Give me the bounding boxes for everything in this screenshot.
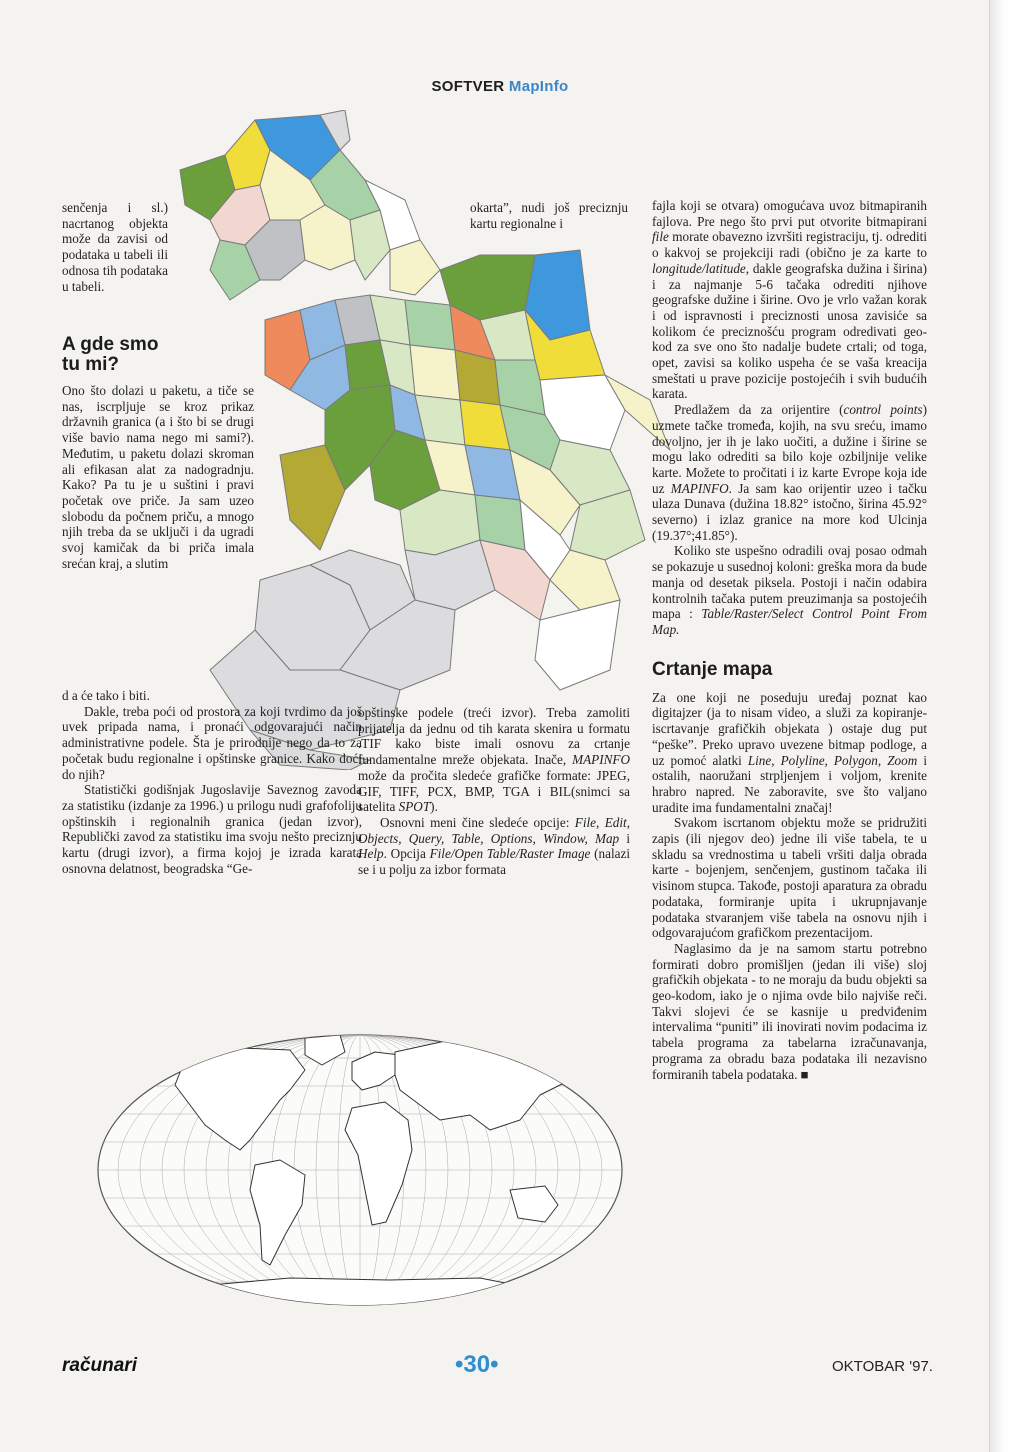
column-2-text: ). [430,799,438,815]
menu-path: Table/Raster/Select Control Point From Map. [652,606,928,637]
menu-options: File, Edit, Objects, Query, Table, Options, Window, Map [358,814,631,846]
term-file: file [652,229,669,245]
column-1-intro: senčenja i sl.) nacrtanog objekta može da zavisi od podataka u tabeli ili odnosa tih podataka u tabeli. [62,200,168,294]
issue-date: OKTOBAR '97. [832,1358,933,1375]
map-region [390,240,440,295]
map-region [405,300,455,350]
column-1 [62,200,168,294]
map-region [535,600,620,690]
term-control-points: control points [843,402,923,418]
column-2-text: . Opcija [383,846,426,862]
column-3-paragraph: Svakom iscrtanom objektu može se pridružiti zapis (ili njegov deo) jedne ili više tabela, te u skladu sa vrednostima u tabeli vršiti dalja obrada karte - bojenjem, senčenjem, gustinom tačaka ili visinom stupca. Takođe, postoji aparatura za obradu podataka, formiranje upita i ukrupnjavanje podataka stvaranjem više tabela na osnovu njih i odgovarajućom grafičkom prezentacijom. [652,815,927,941]
column-1-paragraph: Dakle, treba poći od prostora za koji tvrdimo da još uvek pripada nama, i pronaći odgovarajući način administrativne podele. Šta je prirodnije nego da to za početak budu regionalne i opštinske granice. Kako doći do njih? [62,703,362,782]
column-3-text: Za one koji ne poseduju uređaj poznat kao digitajzer (ja to nisam video, a služi za kopiranje-iscrtavanje grafičkih objekata ) ostaje dug put “peške”. Preko upravo uvezene bitmap podloge, a uz pomoć alatki [652,689,927,768]
header-topic: MapInfo [508,78,569,95]
column-2-top [470,200,628,231]
satellite-name: SPOT [398,799,431,815]
column-2-body [358,705,630,878]
product-name: MAPINFO [670,480,729,496]
map-region [410,345,460,400]
column-3-text: . Ja sam kao orijentir uzeo i tačku ulaza Dunava (dužina 18.82° istočno, širina 45.92° severno) i izlaz granice na more kod Ulcinja (19.37°;41.85°). [652,480,927,543]
column-1-paragraph: Ono što dolazi u paketu, a tiče se nas, iscrpljuje se kroz prikaz državnih granica (a i što bi se drugi više bavio nama nego mi sami?). Međutim, u paketu dolazi skroman ali efikasan alat za nadogradnju. Kako? Pa tu je u suštini i pravi početak ove priče. Ja sam uzeo slobodu da počnem priču, a mnogo njih treba da se uključi i da ugradi svoj kamičak da bi priča imala srećan kraj, a slutim [62,383,254,571]
magazine-name: računari [62,1355,137,1376]
column-2-text: može da pročita sledeće grafičke formate: JPEG, GIF, TIFF, PCX, BMP, TGA i BIL(snimci sa satelita [358,767,630,815]
column-3-text: morate obavezno izvršiti registraciju, tj. odrediti o kakvoj se projekciji radi (obično je za karte to [652,229,928,261]
column-2-paragraph: okarta”, nudi još preciznju kartu regionalne i [470,200,628,231]
column-3-text: fajla koji se otvara) omogućava uvoz bitmapiranih fajlova. Pre nego što prvi put otvorite bitmapirani [652,198,927,229]
running-header [0,78,1000,95]
term-longitude-latitude: longitude/latitude [652,260,746,276]
column-3 [652,198,927,1082]
column-2-text: (nalazi se i u polju za izbor formata [358,846,631,878]
column-1-body [62,383,254,571]
column-1-lower [62,688,362,876]
section-heading-where: A gde smo tu mi? [62,334,159,375]
column-2-text: Osnovni meni čine sledeće opcije: [380,814,570,830]
section-heading-drawing: Crtanje mapa [652,658,773,680]
column-3-text: Koliko ste uspešno odradili ovaj posao odmah se pokazuje u susednoj koloni: greška mora da bude manja od desetak piksela. Postoji i način odabira kontrolnih tačaka putem preuzimanja sa postojećih mapa : [652,543,927,622]
tool-names: Line, Polyline, Polygon, Zoom [747,752,918,768]
world-map [90,990,630,1350]
column-2-text: opštinske podele (treći izvor). Treba zamoliti prijatelja da jednu od tih karata skenira u formatu .TIF kako biste imali osnovu za crtanje fundamentalne mreže objekata. Inače, [358,705,630,768]
column-3-text: Predlažem da za orijentire ( [674,402,844,418]
column-3-text: , dakle geografska dužina i širina) i za najmanje 5-6 tačaka odrediti njihove geografske dužine i širine. Ovo je vrlo važan korak i od ispravnosti i preciznosti unosa zavisiće sa kolikom će preciznošću program odredivati geo-kod za sve ono što nadalje budete crtali; od toga, opet, zavisi sa koliko uspeha će se vaša kreacija smeštati u prave pozicije postojećih i svih budućih karata. [652,260,927,402]
column-3-text: Naglasimo da je na samom startu potrebno formirati dobro promišljen (jedan ili više) sloj grafičkih objekata - to ne moraju da budu objekti sa geo-kodom, iako je o njima ovde bilo najviše reči. Takvi slojevi će se kasnije u predviđenim intervalima “puniti” ili inovirati novim podacima iz tabela programa za tabelarna izračunavanja, programa za obradu baza podataka ili nezavisno formiranih tabela podataka. [652,940,927,1082]
end-mark-icon: ■ [800,1066,809,1082]
page-edge [989,0,1024,1452]
column-2-text: i [626,830,631,846]
menu-help: Help [358,846,384,862]
column-1-paragraph-end: d a će tako i biti. [62,688,150,703]
continent-antarctica [210,1278,530,1308]
product-name: MAPINFO [572,752,630,768]
column-3-text: ) uzmete tačke tromeđa, kojih, na svu sreću, imamo dovoljno, jer ih je lako uočiti, a dužine i širine se mogu lako odrediti sa bilo koje ozbiljnije velike karte. Možete to pročitati i iz karte Evrope koja ide uz [652,402,927,496]
column-1-paragraph: Statistički godišnjak Jugoslavije Saveznog zavoda za statistiku (izdanje za 1996.) u prilogu nudi grafofoliju opštinskih i regionalnih granica (jedan izvor), Republički zavod za statistiku ima svoju nešto preciznju kartu (drugi izvor), a firma kojoj je izrada karata osnovna delatnost, beogradska “Ge- [62,782,362,876]
menu-path: File/Open Table/Raster Image [429,846,591,862]
column-3-text: i ostalih, naoružani strpljenjem i voljom, krenite hrabro napred. Ne zaboravite, sve što valjano uradite ima fundamentalni značaj! [652,752,927,815]
header-section: SOFTVER [431,78,505,95]
page-number: •30• [455,1351,499,1378]
